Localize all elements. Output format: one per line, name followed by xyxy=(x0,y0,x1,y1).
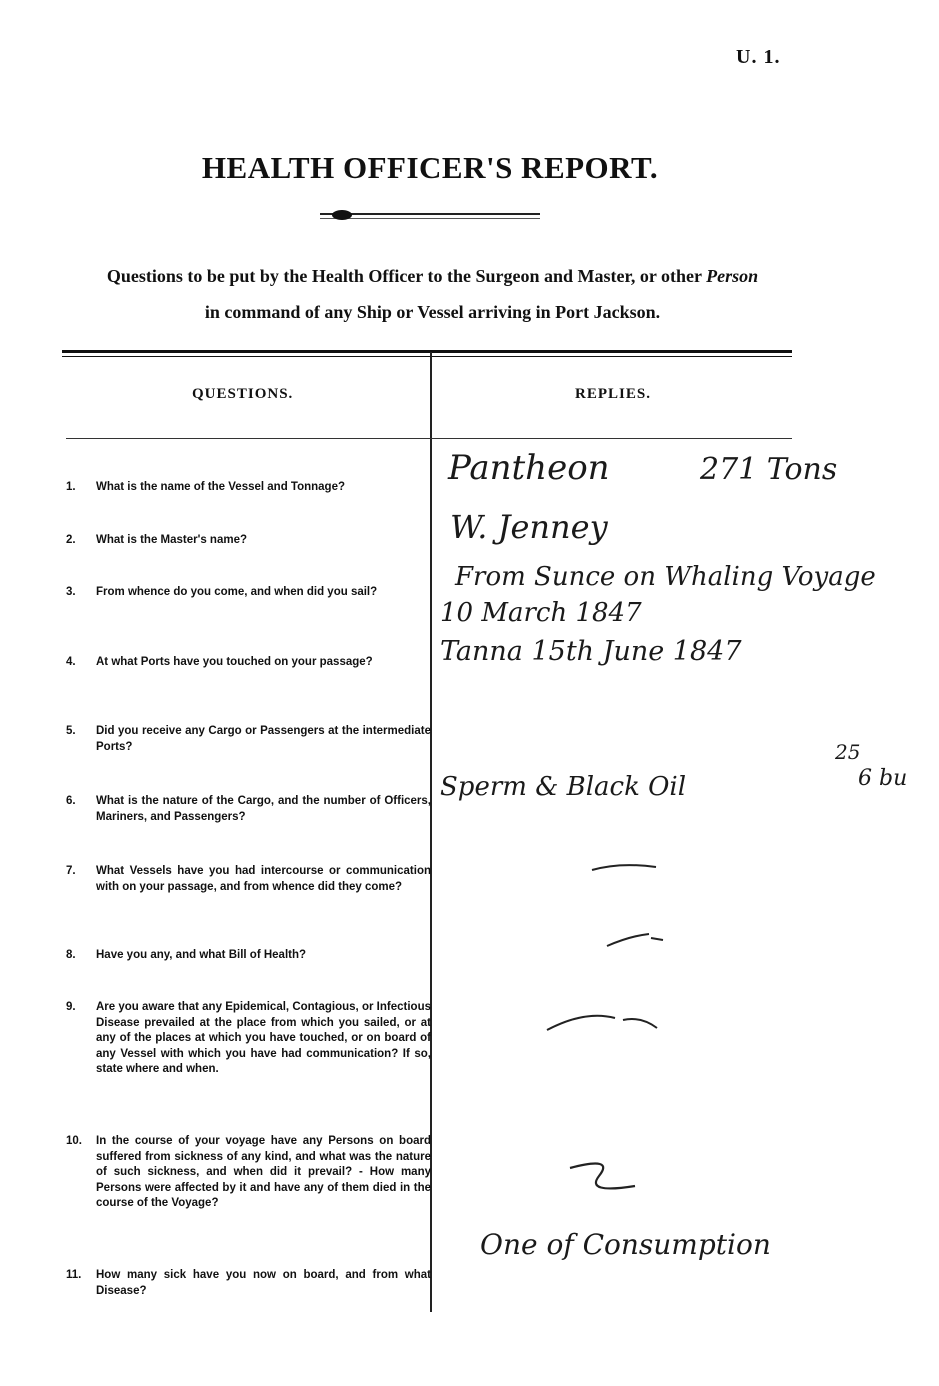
questions-header: QUESTIONS. xyxy=(192,386,294,402)
intro-line-2: in command of any Ship or Vessel arriving in Port Jackson. xyxy=(204,302,661,322)
reply-3-date: 10 March 1847 xyxy=(440,598,642,628)
question-7: 7. What Vessels have you had intercourse or communication with on your passage, and from whence did they come? xyxy=(66,865,431,893)
header-rule xyxy=(66,438,792,439)
table-top-rule xyxy=(62,350,792,353)
table-top-rule-thin xyxy=(62,356,792,357)
reply-4-ports: Tanna 15th June 1847 xyxy=(440,636,742,667)
title-ornament xyxy=(320,210,540,222)
reply-11-sick: One of Consumption xyxy=(480,1228,771,1261)
intro-line-1: Questions to be put by the Health Officer to the Surgeon and Master, or other Person xyxy=(106,266,759,286)
reply-9-dash-mark xyxy=(545,1006,665,1036)
reply-10-dash-mark xyxy=(565,1158,655,1198)
reply-7-dash-mark xyxy=(590,858,660,878)
question-3: 3. From whence do you come, and when did you sail? xyxy=(66,586,378,598)
question-5: 5. Did you receive any Cargo or Passengers at the intermediate Ports? xyxy=(66,725,431,753)
form-reference: U. 1. xyxy=(736,46,781,68)
question-4: 4. At what Ports have you touched on your passage? xyxy=(66,656,373,668)
replies-header: REPLIES. xyxy=(575,386,651,402)
question-2: 2. What is the Master's name? xyxy=(66,534,247,546)
question-6: 6. What is the nature of the Cargo, and the number of Officers, Mariners, and Passengers? xyxy=(66,795,431,823)
reply-2-master: W. Jenney xyxy=(450,508,608,546)
reply-6-superscript: 25 xyxy=(835,740,861,764)
question-11: 11. How many sick have you now on board, and from what Disease? xyxy=(66,1269,431,1297)
question-1: 1. What is the name of the Vessel and Tonnage? xyxy=(66,481,345,493)
question-8: 8. Have you any, and what Bill of Health? xyxy=(66,949,307,961)
question-9: 9. Are you aware that any Epidemical, Contagious, or Infectious Disease prevailed at the place from which you sailed, or at any of the places at which you have touched, or on board of any Vessel with which you have had communication? If so, state where and when. xyxy=(66,1001,431,1075)
reply-6-cargo: Sperm & Black Oil xyxy=(440,772,687,802)
question-10: 10. In the course of your voyage have any Persons on board suffered from sickness of any kind, and what was the nature of such sickness, and when did it prevail? - How many Persons were affected by it and have any of them died in the course of the Voyage? xyxy=(66,1135,431,1209)
reply-8-dash-mark xyxy=(605,928,675,952)
page-title: HEALTH OFFICER'S REPORT. xyxy=(201,150,659,185)
reply-1-tonnage: 271 Tons xyxy=(700,452,838,487)
reply-6-number: 6 bu xyxy=(858,766,908,791)
reply-3-origin: From Sunce on Whaling Voyage xyxy=(455,562,876,592)
reply-1-vessel-name: Pantheon xyxy=(448,448,610,488)
